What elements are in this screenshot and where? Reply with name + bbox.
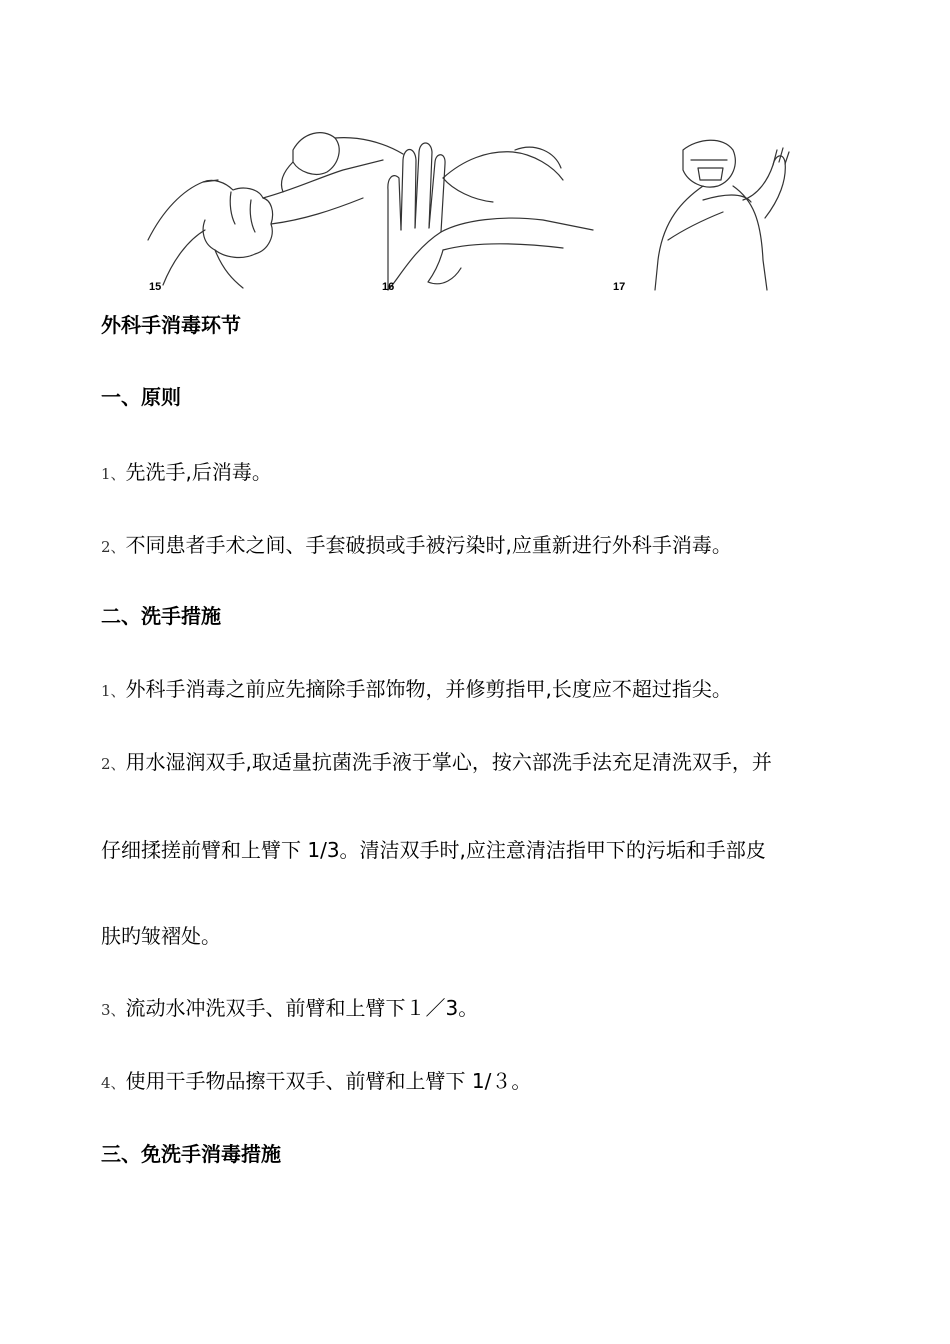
figure-17-illustration bbox=[443, 140, 789, 290]
item-number: 3、 bbox=[101, 1001, 126, 1019]
section-heading-waterless-disinfection: 三、免洗手消毒措施 bbox=[101, 1142, 281, 1166]
item-number: 2、 bbox=[101, 538, 126, 556]
figure-16-illustration bbox=[388, 143, 593, 290]
section-heading-handwashing: 二、洗手措施 bbox=[101, 604, 221, 628]
item-text: 先洗手,后消毒。 bbox=[125, 460, 272, 484]
section-heading-principles: 一、原则 bbox=[101, 385, 181, 409]
list-item bbox=[101, 533, 732, 559]
list-item bbox=[101, 996, 478, 1022]
list-item bbox=[101, 460, 272, 486]
figure-15-illustration bbox=[148, 133, 403, 288]
item-text: 流动水冲洗双手、前臂和上臂下１／3。 bbox=[125, 996, 479, 1020]
list-item bbox=[101, 750, 772, 776]
figure-15-label: 15 bbox=[149, 281, 162, 293]
item-number: 4、 bbox=[101, 1074, 126, 1092]
item-text: 外科手消毒之前应先摘除手部饰物，并修剪指甲,长度应不超过指尖。 bbox=[125, 677, 732, 701]
figure-16-label: 16 bbox=[382, 281, 395, 293]
item-number: 1、 bbox=[101, 682, 126, 700]
list-item bbox=[101, 677, 732, 703]
item-number: 1、 bbox=[101, 465, 126, 483]
item-number: 2、 bbox=[101, 755, 126, 773]
item-text: 不同患者手术之间、手套破损或手被污染时,应重新进行外科手消毒。 bbox=[125, 533, 732, 557]
document-title: 外科手消毒环节 bbox=[101, 313, 241, 337]
list-item-continuation: 仔细揉搓前臂和上臂下 1/3。清洁双手时,应注意清洁指甲下的污垢和手部皮 bbox=[101, 838, 766, 862]
handwashing-illustration-strip bbox=[143, 120, 813, 295]
item-text: 使用干手物品擦干双手、前臂和上臂下 1/３。 bbox=[125, 1069, 532, 1093]
list-item bbox=[101, 1069, 531, 1095]
list-item-continuation: 肤旳皱褶处。 bbox=[101, 924, 221, 948]
figure-17-label: 17 bbox=[613, 281, 626, 293]
item-text: 用水湿润双手,取适量抗菌洗手液于掌心，按六部洗手法充足清洗双手，并 bbox=[125, 750, 772, 774]
